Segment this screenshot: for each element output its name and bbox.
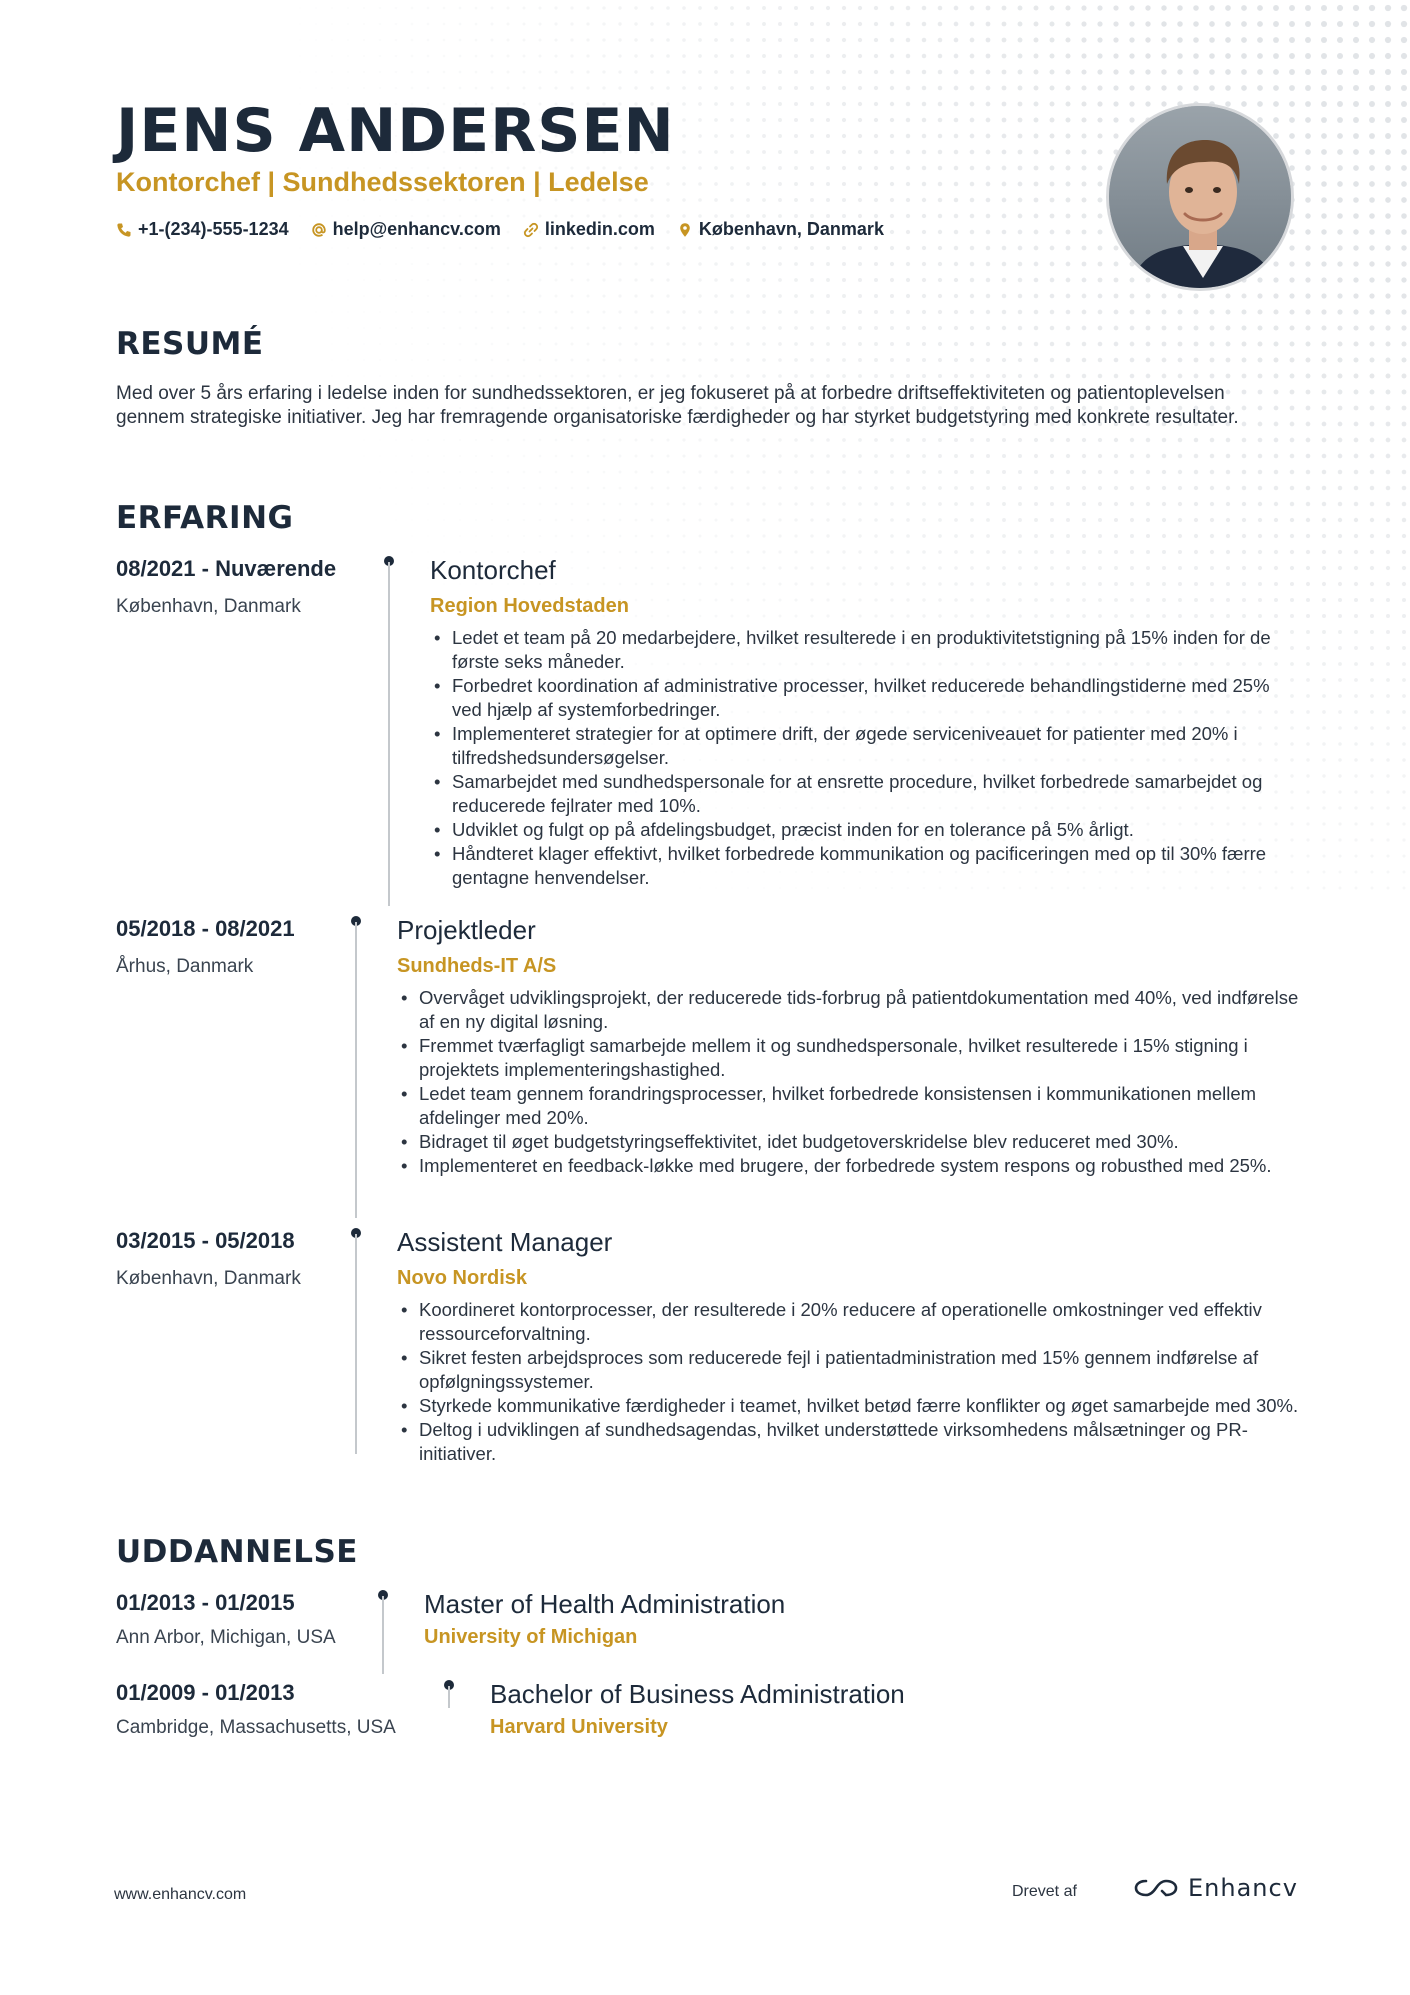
bullet-item: • Håndteret klager effektivt, hvilket forbedrede kommunikation og pacificeringen med op til 30% færre gentagne henvendelser. [430,842,1300,890]
headline: Kontorchef | Sundhedssektoren | Ledelse [116,167,649,197]
at-icon [311,222,327,238]
edu-date: 01/2009 - 01/2013 [116,1680,295,1705]
bullet-item: • Koordineret kontorprocesser, der resulterede i 20% reducere af operationelle omkostninger ved effektiv ressourceforvaltning. [397,1298,1300,1346]
summary-heading: RESUMÉ [116,326,264,362]
location-text: København, Danmark [698,219,884,239]
degree-name: Master of Health Administration [424,1589,786,1619]
candidate-name: JENS ANDERSEN [116,96,675,166]
bullet-item: • Styrkede kommunikative færdigheder i teamet, hvilket betød færre konflikter og øget samarbejde med 30%. [397,1394,1300,1418]
bullet-item: • Overvåget udviklingsprojekt, der reducerede tids-forbrug på patientdokumentation med 40%, ved indførelse af en ny digital løsning. [397,986,1300,1034]
bullet-item: • Deltog i udviklingen af sundhedsagendas, hvilket understøttede virksomhedens målsætninger og PR-initiativer. [397,1418,1300,1466]
location-pin-icon [677,222,693,238]
bullet-item: • Samarbejdet med sundhedspersonale for at ensrette procedure, hvilket forbedrede samarbejdet og reducerede fejlrater med 10%. [430,770,1300,818]
bullet-item: • Forbedret koordination af administrative processer, hvilket reducerede behandlingstiderne med 25% ved hjælp af systemforbedringer. [430,674,1300,722]
edu-date: 01/2013 - 01/2015 [116,1590,295,1615]
bullet-item: • Udviklet og fulgt op på afdelingsbudget, præcist inden for en tolerance på 5% årligt. [430,818,1300,842]
powered-by-label: Drevet af [1012,1883,1077,1900]
phone-text: +1-(234)-555-1234 [138,219,289,239]
brand-name: Enhancv [1188,1874,1298,1902]
footer-url[interactable]: www.enhancv.com [114,1886,247,1903]
school-name: Harvard University [490,1716,668,1738]
school-name: University of Michigan [424,1626,638,1648]
bullet-item: • Sikret festen arbejdsproces som reducerede fejl i patientadministration med 15% gennem indførelse af opfølgningssystemer. [397,1346,1300,1394]
contact-location [677,219,884,240]
timeline-line [355,1234,357,1454]
summary-text: Med over 5 års erfaring i ledelse inden for sundhedssektoren, er jeg fokuseret på at forbedre driftseffektiviteten og patientoplevelsen gennem strategiske initiativer. Jeg har fremragende organisatoriske færdigheder og har styrket budgetstyring med konkrete resultater. [116,383,1239,428]
job-title: Projektleder [397,915,536,945]
link-icon [523,222,539,238]
enhancv-logo-icon [1132,1875,1180,1901]
job-title: Kontorchef [430,555,556,585]
email-text: help@enhancv.com [332,219,501,239]
job-location: København, Danmark [116,1268,301,1289]
job-bullets [430,626,1300,890]
degree-name: Bachelor of Business Administration [490,1679,905,1709]
timeline-line [382,1596,384,1674]
timeline-line [388,562,390,906]
linkedin-text: linkedin.com [544,219,655,239]
job-bullets [397,1298,1300,1466]
job-title: Assistent Manager [397,1227,613,1257]
experience-heading: ERFARING [116,500,294,536]
bullet-item: • Implementeret strategier for at optimere drift, der øgede serviceniveauet for patienter med 20% i tilfredshedsundersøgelser. [430,722,1300,770]
contact-email[interactable] [311,219,501,240]
job-location: København, Danmark [116,596,301,617]
job-bullets [397,986,1300,1178]
education-heading: UDDANNELSE [116,1534,358,1570]
job-date: 05/2018 - 08/2021 [116,916,295,941]
phone-icon [116,222,132,238]
edu-location: Ann Arbor, Michigan, USA [116,1627,336,1648]
timeline-line [355,922,357,1218]
bullet-item: • Fremmet tværfagligt samarbejde mellem it og sundhedspersonale, hvilket resulterede i 15% stigning i projektets implementeringshastighed. [397,1034,1300,1082]
bullet-item: • Ledet team gennem forandringsprocesser, hvilket forbedrede konsistensen i kommunikationen mellem afdelinger med 20%. [397,1082,1300,1130]
profile-photo [1106,103,1294,291]
enhancv-logo[interactable] [1132,1874,1298,1902]
bullet-item: • Ledet et team på 20 medarbejdere, hvilket resulterede i en produktivitetstigning på 15% inden for de første seks måneder. [430,626,1300,674]
company-name: Novo Nordisk [397,1267,528,1289]
job-date: 03/2015 - 05/2018 [116,1228,295,1253]
company-name: Sundheds-IT A/S [397,955,557,977]
timeline-line [448,1686,450,1708]
bullet-item: • Bidraget til øget budgetstyringseffektivitet, idet budgetoverskridelse blev reduceret med 30%. [397,1130,1300,1154]
job-date: 08/2021 - Nuværende [116,556,337,581]
contact-row [116,219,884,240]
job-location: Århus, Danmark [116,956,254,977]
contact-phone[interactable] [116,219,289,240]
edu-location: Cambridge, Massachusetts, USA [116,1717,396,1738]
contact-linkedin[interactable] [523,219,655,240]
company-name: Region Hovedstaden [430,595,629,617]
bullet-item: • Implementeret en feedback-løkke med brugere, der forbedrede system respons og robusthed med 25%. [397,1154,1300,1178]
